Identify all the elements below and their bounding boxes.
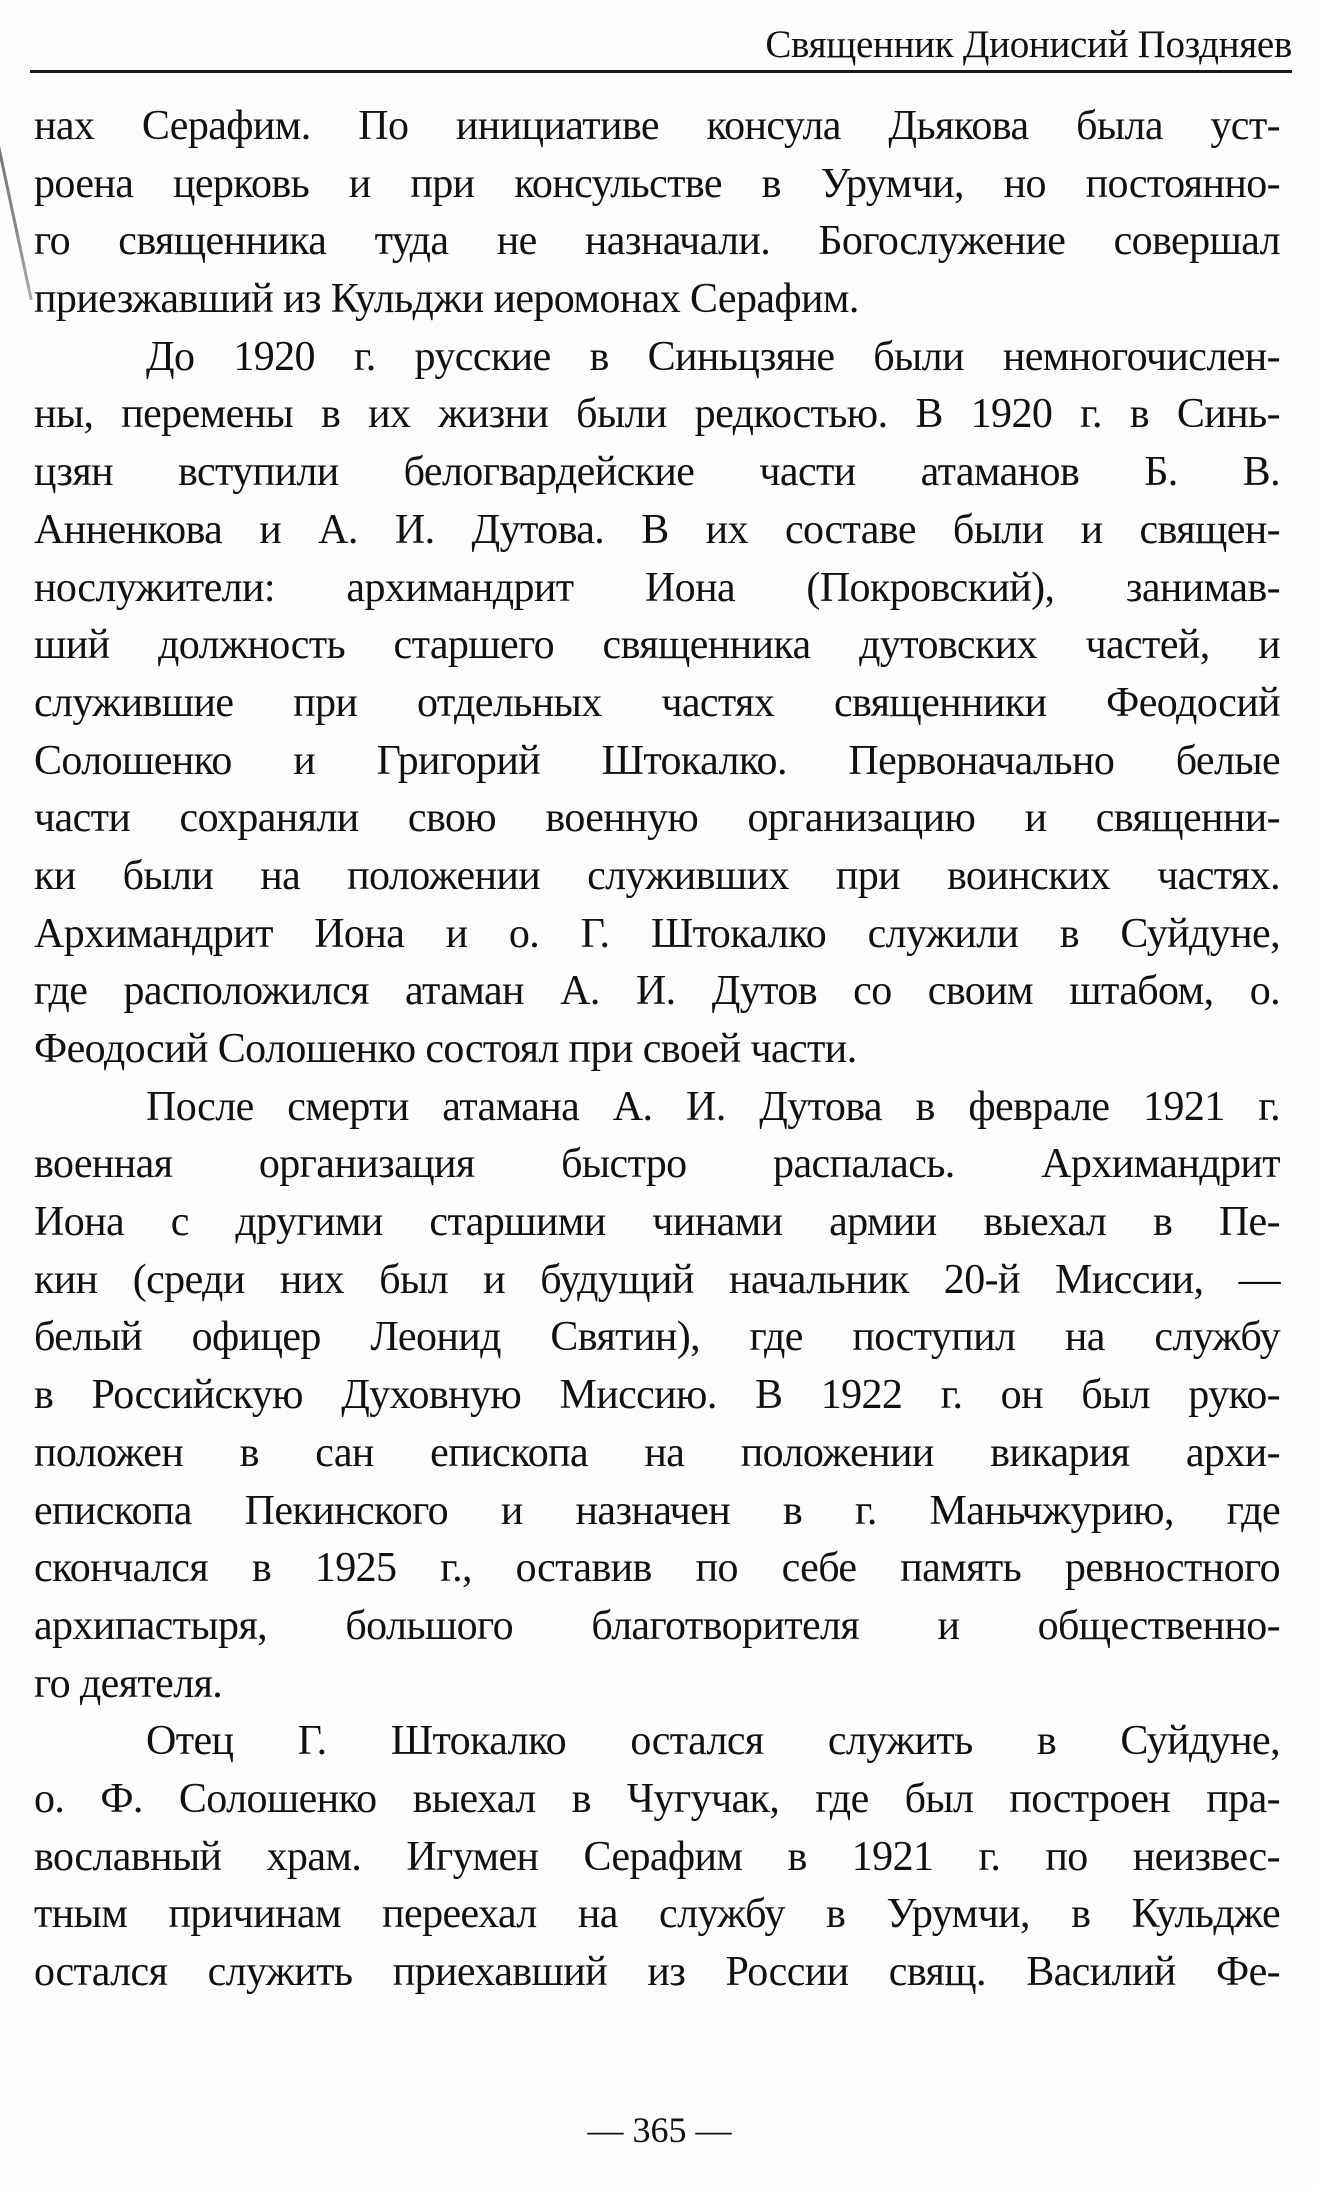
text-line: роена церковь и при консульстве в Урумчи, но постоянно- bbox=[34, 160, 1280, 207]
text-line: скончался в 1925 г., оставив по себе память ревностного bbox=[34, 1545, 1280, 1592]
text-line: ший должность старшего священника дутовских частей, и bbox=[34, 622, 1280, 669]
text-line: кин (среди них был и будущий начальник 20-й Миссии, — bbox=[34, 1256, 1280, 1303]
text-line: До 1920 г. русские в Синьцзяне были немногочислен- bbox=[146, 333, 1280, 380]
scan-margin-mark bbox=[0, 114, 33, 300]
text-line: части сохраняли свою военную организацию и священни- bbox=[34, 795, 1280, 842]
text-line: служившие при отдельных частях священники Феодосий bbox=[34, 679, 1280, 726]
text-line: архипастыря, большого благотворителя и общественно- bbox=[34, 1602, 1280, 1649]
text-line: нослужители: архимандрит Иона (Покровский), занимав- bbox=[34, 564, 1280, 611]
running-header bbox=[30, 22, 1292, 73]
text-line: цзян вступили белогвардейские части атаманов Б. В. bbox=[34, 449, 1280, 496]
body-text bbox=[34, 98, 1280, 2002]
text-line: ны, перемены в их жизни были редкостью. В 1920 г. в Синь- bbox=[34, 391, 1280, 438]
text-line: Архимандрит Иона и о. Г. Штокалко служили в Суйдуне, bbox=[34, 910, 1280, 957]
text-line: Анненкова и А. И. Дутова. В их составе были и священ- bbox=[34, 506, 1280, 553]
text-line: нах Серафим. По инициативе консула Дьякова была уст- bbox=[34, 103, 1280, 149]
text-line: в Российскую Духовную Миссию. В 1922 г. он был руко- bbox=[34, 1372, 1280, 1419]
text-line: военная организация быстро распалась. Архимандрит bbox=[34, 1141, 1280, 1188]
text-line: где расположился атаман А. И. Дутов со своим штабом, о. bbox=[34, 968, 1280, 1015]
text-line: положен в сан епископа на положении викария архи- bbox=[34, 1429, 1280, 1476]
text-line: тным причинам переехал на службу в Урумчи, в Кульдже bbox=[34, 1891, 1280, 1938]
text-line: Феодосий Солошенко состоял при своей части. bbox=[34, 1026, 857, 1072]
text-line: приезжавший из Кульджи иеромонах Серафим. bbox=[34, 276, 859, 323]
running-title: Священник Дионисий Поздняев bbox=[765, 23, 1292, 66]
text-line: ки были на положении служивших при воинских частях. bbox=[34, 852, 1280, 899]
text-line: Отец Г. Штокалко остался служить в Суйдуне, bbox=[146, 1718, 1280, 1765]
text-line: После смерти атамана А. И. Дутова в феврале 1921 г. bbox=[146, 1083, 1280, 1130]
text-line: го деятеля. bbox=[34, 1660, 223, 1707]
text-line: Иона с другими старшими чинами армии выехал в Пе- bbox=[34, 1199, 1280, 1246]
text-line: епископа Пекинского и назначен в г. Маньчжурию, где bbox=[34, 1487, 1280, 1534]
text-line: вославный храм. Игумен Серафим в 1921 г. по неизвес- bbox=[34, 1833, 1280, 1880]
text-line: Солошенко и Григорий Штокалко. Первоначально белые bbox=[34, 737, 1280, 784]
text-line: остался служить приехавший из России свящ. Василий Фе- bbox=[34, 1949, 1280, 1995]
text-line: белый офицер Леонид Святин), где поступил на службу bbox=[34, 1314, 1280, 1361]
page-number: — 365 — bbox=[587, 2110, 732, 2150]
text-line: го священника туда не назначали. Богослужение совершал bbox=[34, 218, 1280, 265]
text-line: о. Ф. Солошенко выехал в Чугучак, где был построен пра- bbox=[34, 1775, 1280, 1822]
